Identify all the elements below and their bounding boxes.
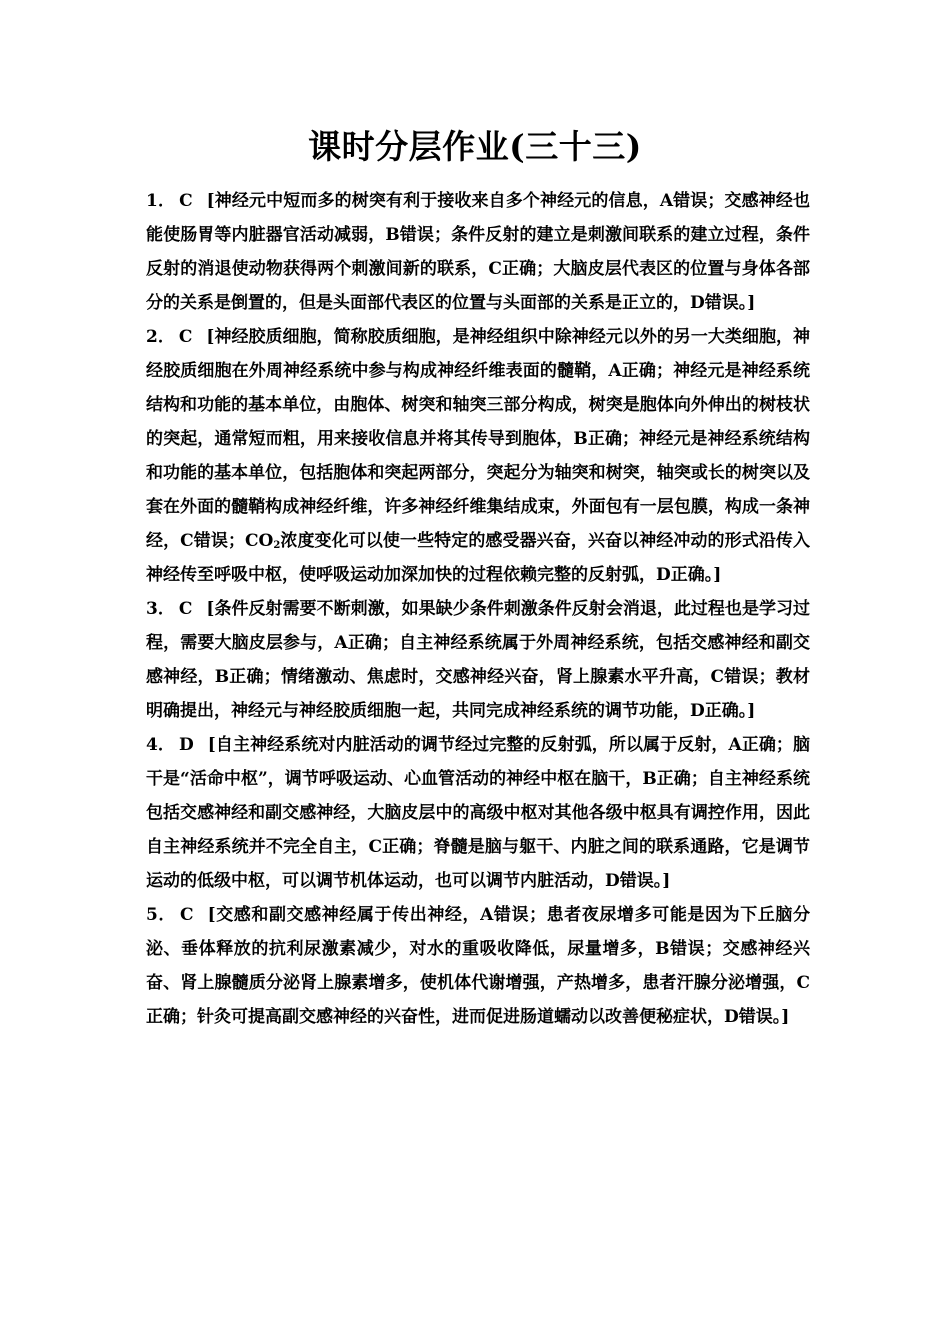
item-explanation: [神经元中短而多的树突有利于接收来自多个神经元的信息，A错误；交感神经也能使肠胃等内脏器官活动减弱，B错误；条件反射的建立是刺激间联系的建立过程，条件反射的消退使动物获得两个刺激间新的联系，C正确；大脑皮层代表区的位置与身体各部分的关系是倒置的，但是头面部代表区的位置与头面部的关系是正立的，D错误。] [146, 191, 810, 313]
answer-item-5 [146, 898, 810, 1034]
co2-subscript: 2 [273, 540, 281, 551]
item-answer: C [180, 905, 194, 925]
page-title: 课时分层作业(三十三) [308, 127, 642, 166]
item-number: 3． [146, 599, 175, 619]
item-answer: C [178, 599, 193, 619]
item-answer: D [179, 735, 194, 755]
answer-item-1 [146, 184, 810, 320]
answer-item-2 [146, 320, 810, 592]
co2-formula [245, 531, 280, 551]
item-explanation: [自主神经系统对内脏活动的调节经过完整的反射弧，所以属于反射，A正确；脑干是“活命中枢”，调节呼吸运动、心血管活动的神经中枢在脑干，B正确；自主神经系统包括交感神经和副交感神经，大脑皮层中的高级中枢对其他各级中枢具有调控作用，因此自主神经系统并不完全自主，C正确；脊髓是脑与躯干、内脏之间的联系通路，它是调节运动的低级中枢，可以调节机体运动，也可以调节内脏活动，D错误。] [146, 735, 810, 891]
item-explanation-rest: 浓度变化可以使一些特定的感受器兴奋，兴奋以神经冲动的形式沿传入神经传至呼吸中枢，使呼吸运动加深加快的过程依赖完整的反射弧，D正确。] [146, 531, 810, 585]
answer-item-3 [146, 592, 810, 728]
item-explanation: [神经胶质细胞，简称胶质细胞，是神经组织中除神经元以外的另一大类细胞，神经胶质细胞在外周神经系统中参与构成神经纤维表面的髓鞘，A正确；神经元是神经系统结构和功能的基本单位，由胞体、树突和轴突三部分构成，树突是胞体向外伸出的树枝状的突起，通常短而粗，用来接收信息并将其传导到胞体，B正确；神经元是神经系统结构和功能的基本单位，包括胞体和突起两部分，突起分为轴突和树突，轴突或长的树突以及套在外面的髓鞘构成神经纤维，许多神经纤维集结成束，外面包有一层包膜，构成一条神经，C错误； [146, 327, 810, 551]
item-number: 1． [146, 191, 176, 211]
item-answer: C [178, 327, 193, 347]
item-answer: C [179, 191, 193, 211]
answer-list [146, 184, 810, 1034]
answer-item-4 [146, 728, 810, 898]
co2-prefix: CO [244, 531, 274, 551]
item-explanation: [条件反射需要不断刺激，如果缺少条件刺激条件反射会消退，此过程也是学习过程，需要大脑皮层参与，A正确；自主神经系统属于外周神经系统，包括交感神经和副交感神经，B正确；情绪激动、焦虑时，交感神经兴奋，肾上腺素水平升高，C错误；教材明确提出，神经元与神经胶质细胞一起，共同完成神经系统的调节功能，D正确。] [146, 599, 810, 721]
item-explanation: [交感和副交感神经属于传出神经，A错误；患者夜尿增多可能是因为下丘脑分泌、垂体释放的抗利尿激素减少，对水的重吸收降低，尿量增多，B错误；交感神经兴奋、肾上腺髓质分泌肾上腺素增多，使机体代谢增强，产热增多，患者汗腺分泌增强，C正确；针灸可提高副交感神经的兴奋性，进而促进肠道蠕动以改善便秘症状，D错误。] [146, 905, 810, 1027]
item-number: 2． [146, 327, 175, 347]
item-number: 5． [146, 905, 177, 925]
item-number: 4． [146, 735, 176, 755]
